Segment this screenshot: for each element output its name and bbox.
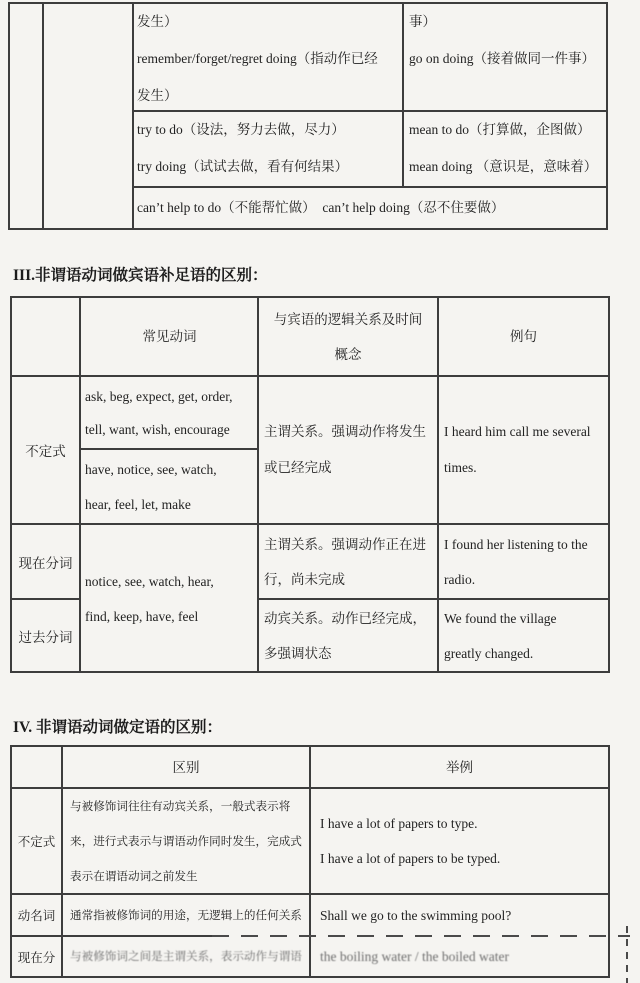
table2-header-common-verbs: 常见动词 (142, 328, 197, 344)
table3-border-right (608, 745, 610, 978)
table2-cell-past-relation: 动宾关系。动作已经完成， 多强调状态 (264, 610, 426, 661)
table3-row-label-infinitive: 不定式 (17, 835, 56, 849)
table2-cell-infinitive-relation: 主谓关系。强调动作将发生 或已经完成 (264, 424, 426, 475)
table1-border-right (606, 2, 608, 230)
table3-row-label-present-participle: 现在分 (17, 950, 56, 965)
table2-header-example: 例句 (510, 328, 537, 344)
table1-cell-remember-doing: 发生） remember/forget/regret doing（指动作已经 发生） (137, 14, 378, 103)
table2-cell-present-relation: 主谓关系。强调动作正在进 行，尚未完成 (264, 536, 426, 587)
table2-cell-infinitive-verbs-a: ask, beg, expect, get, order, tell, want, wish, encourage (85, 388, 233, 437)
table2-row-label-past-participle: 过去分词 (18, 629, 73, 645)
table1-cell-mean: mean to do（打算做，企图做） mean doing （意识是，意味着） (409, 122, 598, 174)
table3-row-label-gerund: 动名词 (17, 909, 56, 923)
table3-cell-infinitive-example: I have a lot of papers to type. I have a lot of papers to be typed. (320, 816, 501, 866)
table2-row-label-infinitive: 不定式 (25, 444, 66, 459)
section4-heading: IV. 非谓语动词做定语的区别： (13, 719, 222, 736)
table1-cell-cant-help: can’t help to do（不能帮忙做） can’t help doing（忍不住要做） (137, 199, 505, 215)
table2-row-label-present-participle: 现在分词 (18, 555, 73, 571)
table1-border-bottom (8, 228, 608, 230)
section3-heading: III.非谓语动词做宾语补足语的区别： (13, 267, 268, 284)
table2-cell-infinitive-example: I heard him call me several times. (444, 424, 591, 475)
table1-border-left (8, 2, 10, 230)
table3-cell-present-difference: 与被修饰词之间是主谓关系，表示动作与谓语 (70, 950, 302, 963)
table2-cell-past-example: We found the village greatly changed. (444, 610, 557, 661)
table2-border-bottom (10, 671, 610, 673)
table3-header-example: 举例 (446, 759, 473, 775)
table1-cell-go-on-doing: 事） go on doing（接着做同一件事） (409, 14, 596, 66)
page-break-dashed-line-vertical (626, 926, 628, 983)
table2-header-relation: 与宾语的逻辑关系及时间 概念 (273, 311, 423, 362)
table3-cell-present-example: the boiling water / the boiled water (320, 949, 509, 964)
table2-cell-present-example: I found her listening to the radio. (444, 536, 588, 587)
table1-col-divider-1 (42, 2, 44, 230)
table2-cell-shared-verbs: notice, see, watch, hear, find, keep, have, feel (85, 574, 214, 624)
table1-col-divider-3 (402, 2, 404, 188)
table1-col-divider-2 (132, 2, 134, 230)
table3-cell-gerund-difference: 通常指被修饰词的用途，无逻辑上的任何关系 (70, 908, 302, 922)
table2-border-right (608, 296, 610, 673)
table3-cell-infinitive-difference: 与被修饰词往往有动宾关系，一般式表示将 来，进行式表示与谓语动作同时发生，完成式 表示在谓语动词之前发生 (70, 799, 302, 883)
table3-cell-gerund-example: Shall we go to the swimming pool? (320, 907, 512, 923)
table2-cell-infinitive-verbs-b: have, notice, see, watch, hear, feel, let, make (85, 461, 217, 512)
table2-col-divider-1 (79, 296, 81, 673)
table1-cell-try: try to do（设法，努力去做，尽力） try doing（试试去做，看有何结果） (137, 122, 349, 174)
table3-header-difference: 区别 (172, 759, 200, 775)
